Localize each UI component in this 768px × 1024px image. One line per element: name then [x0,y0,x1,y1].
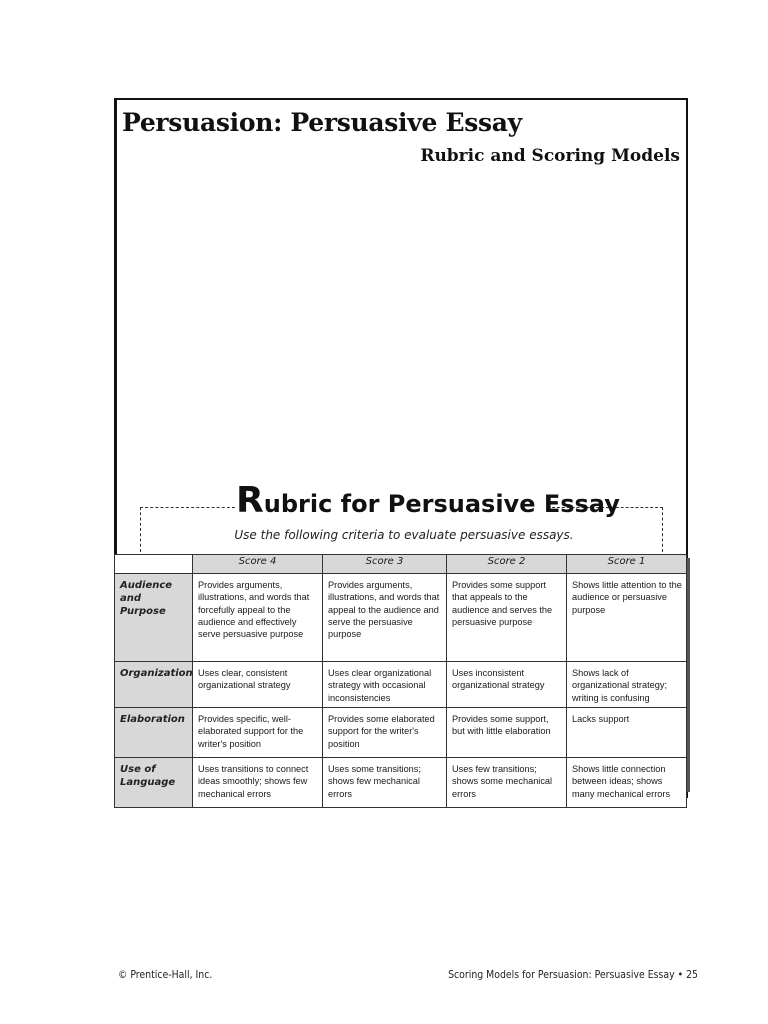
rubric-cell: Shows lack of organizational strategy; writing is confusing [567,662,687,708]
column-header-score-1: Score 1 [567,555,687,574]
column-header-score-3: Score 3 [323,555,447,574]
rubric-cell: Provides some support that appeals to the audience and serves the persuasive purpose [447,574,567,662]
rubric-heading-rest: ubric for Persuasive Essay [263,490,620,518]
rubric-intro: Use the following criteria to evaluate persuasive essays. [234,528,574,542]
criterion-label: Organization [115,662,193,708]
rubric-cell: Shows little attention to the audience or persuasive purpose [567,574,687,662]
column-header-score-4: Score 4 [193,555,323,574]
rubric-cell: Provides arguments, illustrations, and words that forcefully appeal to the audience and effectively serve persuasive purpose [193,574,323,662]
rubric-corner-cell [115,555,193,574]
rubric-cell: Uses transitions to connect ideas smoothly; shows few mechanical errors [193,758,323,808]
criterion-label: Use of Language [115,758,193,808]
rubric-heading-initial: R [236,480,264,521]
rubric-cell: Uses inconsistent organizational strategy [447,662,567,708]
rubric-cell: Provides arguments, illustrations, and words that appeal to the audience and serve the persuasive purpose [323,574,447,662]
rubric-cell: Provides specific, well-elaborated support for the writer's position [193,708,323,758]
column-header-score-2: Score 2 [447,555,567,574]
criterion-label: Audience and Purpose [115,574,193,662]
page-title: Persuasion: Persuasive Essay [122,108,522,137]
rubric-row-elaboration [115,708,687,758]
rubric-cell: Uses clear, consistent organizational strategy [193,662,323,708]
rubric-table [114,554,687,808]
rubric-row-use-of-language [115,758,687,808]
rubric-cell: Uses few transitions; shows some mechanical errors [447,758,567,808]
page-subtitle: Rubric and Scoring Models [420,146,680,166]
rubric-cell: Lacks support [567,708,687,758]
rubric-cell: Provides some support, but with little elaboration [447,708,567,758]
rubric-header-row [115,555,687,574]
rubric-cell: Uses clear organizational strategy with occasional inconsistencies [323,662,447,708]
rubric-cell: Shows little connection between ideas; shows many mechanical errors [567,758,687,808]
rubric-cell: Provides some elaborated support for the writer's position [323,708,447,758]
rubric-row-audience-purpose [115,574,687,662]
rubric-cell: Uses some transitions; shows few mechanical errors [323,758,447,808]
rubric-row-organization [115,662,687,708]
footer-copyright: © Prentice-Hall, Inc. [118,968,213,981]
footer-page-info: Scoring Models for Persuasion: Persuasive Essay • 25 [448,968,698,981]
criterion-label: Elaboration [115,708,193,758]
rubric-heading [236,480,620,521]
